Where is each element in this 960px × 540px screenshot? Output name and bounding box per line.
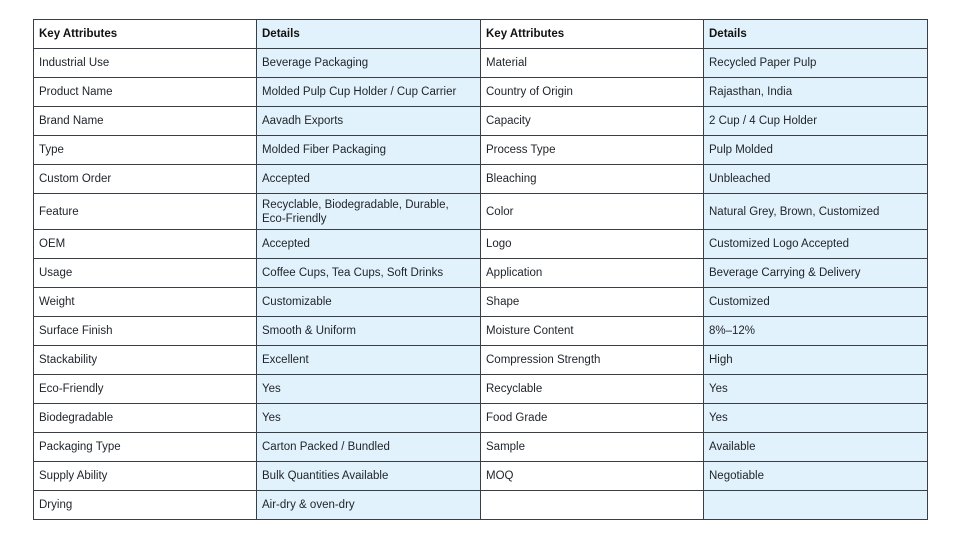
table-row — [34, 404, 928, 433]
attribute-value: Smooth & Uniform — [257, 317, 481, 346]
table-row — [34, 433, 928, 462]
table-row — [34, 107, 928, 136]
attribute-value: Air-dry & oven-dry — [257, 491, 481, 520]
attribute-name: Biodegradable — [34, 404, 257, 433]
table-row — [34, 346, 928, 375]
attribute-value: Molded Pulp Cup Holder / Cup Carrier — [257, 78, 481, 107]
table-header — [34, 20, 928, 49]
attribute-value: Carton Packed / Bundled — [257, 433, 481, 462]
attribute-name: Drying — [34, 491, 257, 520]
attribute-value: Rajasthan, India — [704, 78, 928, 107]
header-details-right: Details — [704, 20, 928, 49]
attribute-name: Sample — [481, 433, 704, 462]
attribute-value: 8%–12% — [704, 317, 928, 346]
attribute-name: Bleaching — [481, 165, 704, 194]
attribute-name: Custom Order — [34, 165, 257, 194]
attribute-name: Brand Name — [34, 107, 257, 136]
attribute-name: Weight — [34, 288, 257, 317]
attribute-value: Excellent — [257, 346, 481, 375]
attribute-name — [481, 491, 704, 520]
attribute-name: Capacity — [481, 107, 704, 136]
attribute-name: Feature — [34, 194, 257, 230]
table-row — [34, 491, 928, 520]
header-details-left: Details — [257, 20, 481, 49]
table-row — [34, 317, 928, 346]
attribute-value: Customizable — [257, 288, 481, 317]
attribute-value: Negotiable — [704, 462, 928, 491]
attribute-value: 2 Cup / 4 Cup Holder — [704, 107, 928, 136]
table-row — [34, 375, 928, 404]
attribute-value: Yes — [704, 404, 928, 433]
attribute-name: Surface Finish — [34, 317, 257, 346]
attribute-name: Packaging Type — [34, 433, 257, 462]
specifications-table — [33, 19, 928, 520]
attribute-value: Recyclable, Biodegradable, Durable, Eco-Friendly — [257, 194, 481, 230]
attribute-value: Pulp Molded — [704, 136, 928, 165]
attribute-name: Process Type — [481, 136, 704, 165]
attribute-name: Moisture Content — [481, 317, 704, 346]
attribute-value: Yes — [257, 375, 481, 404]
attribute-name: Country of Origin — [481, 78, 704, 107]
header-key-attributes-left: Key Attributes — [34, 20, 257, 49]
attribute-name: Industrial Use — [34, 49, 257, 78]
attribute-name: Material — [481, 49, 704, 78]
attribute-name: Shape — [481, 288, 704, 317]
table-row — [34, 288, 928, 317]
attribute-name: Compression Strength — [481, 346, 704, 375]
attribute-name: Type — [34, 136, 257, 165]
attribute-value: High — [704, 346, 928, 375]
table-row — [34, 194, 928, 230]
attribute-value: Recycled Paper Pulp — [704, 49, 928, 78]
attribute-name: MOQ — [481, 462, 704, 491]
attribute-value: Yes — [704, 375, 928, 404]
attribute-value: Available — [704, 433, 928, 462]
attribute-value: Molded Fiber Packaging — [257, 136, 481, 165]
attribute-value: Unbleached — [704, 165, 928, 194]
attribute-value: Customized — [704, 288, 928, 317]
attribute-name: Food Grade — [481, 404, 704, 433]
attribute-value — [704, 491, 928, 520]
attribute-name: Color — [481, 194, 704, 230]
table-row — [34, 136, 928, 165]
table-body — [34, 49, 928, 520]
table-row — [34, 165, 928, 194]
attribute-name: Logo — [481, 230, 704, 259]
attribute-value: Aavadh Exports — [257, 107, 481, 136]
attribute-name: Stackability — [34, 346, 257, 375]
header-key-attributes-right: Key Attributes — [481, 20, 704, 49]
header-row — [34, 20, 928, 49]
table-row — [34, 230, 928, 259]
attribute-value: Bulk Quantities Available — [257, 462, 481, 491]
attribute-name: Usage — [34, 259, 257, 288]
attribute-value: Coffee Cups, Tea Cups, Soft Drinks — [257, 259, 481, 288]
attribute-value: Accepted — [257, 165, 481, 194]
table-row — [34, 462, 928, 491]
attribute-name: Eco-Friendly — [34, 375, 257, 404]
table-row — [34, 49, 928, 78]
attribute-name: OEM — [34, 230, 257, 259]
attribute-value: Beverage Carrying & Delivery — [704, 259, 928, 288]
table-row — [34, 259, 928, 288]
attribute-name: Application — [481, 259, 704, 288]
attribute-name: Product Name — [34, 78, 257, 107]
attribute-name: Supply Ability — [34, 462, 257, 491]
attribute-name: Recyclable — [481, 375, 704, 404]
attribute-value: Accepted — [257, 230, 481, 259]
table-row — [34, 78, 928, 107]
attribute-value: Beverage Packaging — [257, 49, 481, 78]
attribute-value: Customized Logo Accepted — [704, 230, 928, 259]
attribute-value: Natural Grey, Brown, Customized — [704, 194, 928, 230]
attribute-value: Yes — [257, 404, 481, 433]
